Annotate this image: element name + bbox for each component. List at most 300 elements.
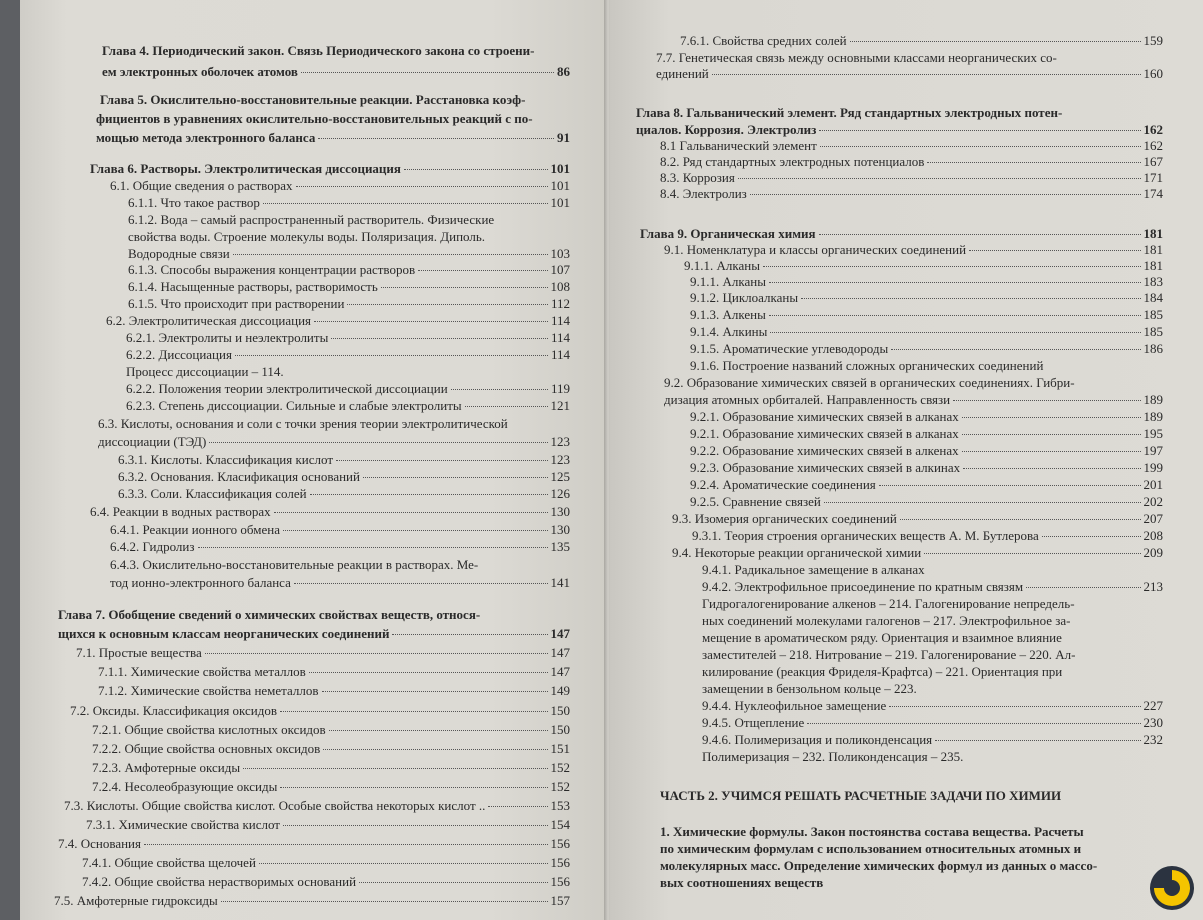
toc-entry — [660, 154, 1163, 169]
toc-entry-title: вых соотношениях веществ — [660, 875, 824, 890]
toc-entry — [690, 409, 1163, 424]
toc-entry — [690, 460, 1163, 475]
toc-entry — [100, 92, 570, 107]
toc-entry-title: 7.1.2. Химические свойства неметаллов — [98, 683, 319, 698]
toc-entry — [660, 170, 1163, 185]
toc-entry — [690, 341, 1163, 356]
toc-page-number: 174 — [1143, 186, 1163, 201]
toc-entry-title: 9.1.1. Алканы — [684, 258, 760, 273]
toc-page-number: 157 — [550, 893, 570, 908]
toc-entry — [126, 398, 570, 413]
toc-leader-dots — [924, 553, 1140, 554]
toc-leader-dots — [819, 130, 1140, 131]
toc-page-number: 171 — [1143, 170, 1163, 185]
toc-entry-title: 7.3. Кислоты. Общие свойства кислот. Особые свойства некоторых кислот .. — [64, 798, 486, 813]
toc-entry-title: Полимеризация – 232. Поликонденсация – 235. — [702, 749, 964, 764]
toc-entry — [128, 212, 570, 227]
toc-leader-dots — [310, 494, 548, 495]
toc-page-number: 183 — [1143, 274, 1163, 289]
toc-entry-title: 1. Химические формулы. Закон постоянства состава вещества. Расчеты — [660, 824, 1084, 839]
toc-entry — [98, 683, 570, 698]
toc-page-number: 162 — [1143, 138, 1163, 153]
toc-entry-title: 8.1 Гальванический элемент — [660, 138, 817, 153]
toc-entry — [702, 579, 1163, 594]
toc-leader-dots — [296, 186, 548, 187]
toc-entry — [86, 817, 570, 832]
toc-entry-title: 9.4.1. Радикальное замещение в алканах — [702, 562, 925, 577]
toc-leader-dots — [283, 530, 547, 531]
toc-entry-title: тод ионно-электронного баланса — [110, 575, 291, 590]
toc-entry-title: мощью метода электронного баланса — [96, 130, 316, 145]
toc-page-number: 156 — [550, 874, 570, 889]
toc-leader-dots — [962, 451, 1141, 452]
toc-entry — [660, 875, 1163, 890]
toc-page-number: 86 — [557, 64, 570, 79]
toc-leader-dots — [824, 502, 1141, 503]
toc-leader-dots — [488, 806, 547, 807]
toc-entry — [98, 664, 570, 679]
toc-entry — [128, 229, 570, 244]
toc-page-number: 101 — [550, 178, 570, 193]
toc-entry-title: 8.4. Электролиз — [660, 186, 747, 201]
toc-entry — [58, 836, 570, 851]
toc-entry-title: 9.1.6. Построение названий сложных органических соединений — [690, 358, 1044, 373]
toc-page-number: 114 — [550, 330, 570, 345]
toc-page-number: 184 — [1143, 290, 1163, 305]
toc-leader-dots — [221, 901, 548, 902]
toc-entry — [92, 779, 570, 794]
toc-entry — [672, 511, 1163, 526]
toc-entry — [702, 732, 1163, 747]
toc-entry-title: 9.2. Образование химических связей в органических соединениях. Гибри- — [664, 375, 1075, 390]
toc-entry-title: 7.1. Простые вещества — [76, 645, 202, 660]
toc-page-number: 114 — [550, 313, 570, 328]
toc-entry — [636, 122, 1163, 137]
toc-page-number: 209 — [1143, 545, 1163, 560]
toc-leader-dots — [801, 298, 1140, 299]
toc-leader-dots — [280, 787, 547, 788]
toc-page-number: 103 — [550, 246, 570, 261]
toc-leader-dots — [900, 519, 1141, 520]
toc-entry — [92, 722, 570, 737]
toc-entry — [96, 130, 570, 145]
toc-entry-title: 6.3. Кислоты, основания и соли с точки зрения теории электролитической — [98, 416, 508, 431]
toc-leader-dots — [770, 332, 1140, 333]
toc-entry — [690, 274, 1163, 289]
watermark-logo-icon — [1148, 864, 1196, 912]
toc-entry-title: 9.1.5. Ароматические углеводороды — [690, 341, 889, 356]
toc-entry-title: 7.2.3. Амфотерные оксиды — [92, 760, 241, 775]
toc-entry-title: 6.4.3. Окислительно-восстановительные реакции в растворах. Ме- — [110, 557, 479, 572]
toc-leader-dots — [235, 355, 548, 356]
toc-entry-title: 9.3. Изомерия органических соединений — [672, 511, 897, 526]
toc-entry — [702, 562, 1163, 577]
toc-entry-title: 6.2.2. Диссоциация — [126, 347, 232, 362]
toc-entry-title: ЧАСТЬ 2. УЧИМСЯ РЕШАТЬ РАСЧЕТНЫЕ ЗАДАЧИ ПО ХИМИИ — [660, 788, 1062, 803]
toc-entry-title: мещение в ароматическом ряду. Ориентация и взаимное влияние — [702, 630, 1062, 645]
toc-leader-dots — [969, 250, 1140, 251]
toc-entry — [702, 664, 1163, 679]
toc-entry-title: Глава 7. Обобщение сведений о химических свойствах веществ, относя- — [58, 607, 481, 622]
toc-entry — [126, 330, 570, 345]
toc-page-number: 153 — [550, 798, 570, 813]
toc-entry — [92, 741, 570, 756]
toc-leader-dots — [1026, 587, 1140, 588]
toc-page-number: 160 — [1143, 66, 1163, 81]
toc-leader-dots — [962, 417, 1141, 418]
toc-leader-dots — [209, 442, 547, 443]
toc-entry — [118, 486, 570, 501]
toc-entry — [110, 557, 570, 572]
toc-page-number: 186 — [1143, 341, 1163, 356]
toc-entry — [82, 855, 570, 870]
toc-page-number: 107 — [550, 262, 570, 277]
toc-entry-title: ных соединений молекулами галогенов – 217. Электрофильное за- — [702, 613, 1071, 628]
toc-entry — [54, 893, 570, 908]
toc-entry — [110, 575, 570, 590]
toc-entry-title: заместителей – 218. Нитрование – 219. Галогенирование – 220. Ал- — [702, 647, 1076, 662]
toc-page-number: 156 — [550, 855, 570, 870]
toc-page-number: 121 — [550, 398, 570, 413]
toc-entry-title: 6.1.1. Что такое раствор — [128, 195, 260, 210]
toc-entry — [106, 313, 570, 328]
toc-entry — [118, 452, 570, 467]
toc-entry — [702, 715, 1163, 730]
toc-entry-title: 6.2. Электролитическая диссоциация — [106, 313, 312, 328]
toc-entry — [58, 626, 570, 641]
toc-entry-title: 6.4.1. Реакции ионного обмена — [110, 522, 281, 537]
left-page — [20, 0, 606, 920]
toc-entry-title: Водородные связи — [128, 246, 230, 261]
toc-page-number: 189 — [1143, 392, 1163, 407]
toc-entry — [82, 874, 570, 889]
toc-page-number: 150 — [550, 703, 570, 718]
toc-entry — [110, 522, 570, 537]
toc-entry-title: Глава 6. Растворы. Электролитическая диссоциация — [90, 161, 401, 176]
toc-leader-dots — [336, 460, 547, 461]
toc-entry-title: 7.6.1. Свойства средних солей — [680, 33, 847, 48]
toc-leader-dots — [889, 706, 1140, 707]
right-page — [610, 0, 1203, 920]
toc-entry — [126, 364, 570, 379]
toc-page-number: 167 — [1143, 154, 1163, 169]
toc-page-number: 207 — [1143, 511, 1163, 526]
toc-leader-dots — [418, 270, 547, 271]
toc-entry-title: Глава 8. Гальванический элемент. Ряд стандартных электродных потен- — [636, 105, 1063, 120]
toc-entry-title: 6.1.2. Вода – самый распространенный растворитель. Физические — [128, 212, 495, 227]
toc-entry — [640, 226, 1163, 241]
toc-entry — [690, 477, 1163, 492]
toc-entry — [90, 161, 570, 176]
toc-leader-dots — [381, 287, 548, 288]
toc-entry — [660, 858, 1163, 873]
toc-page-number: 112 — [550, 296, 570, 311]
toc-leader-dots — [820, 146, 1141, 147]
toc-entry — [702, 681, 1163, 696]
toc-page-number: 185 — [1143, 324, 1163, 339]
toc-entry-title: 6.1. Общие сведения о растворах — [110, 178, 293, 193]
toc-entry — [664, 392, 1163, 407]
toc-entry — [660, 788, 1163, 803]
toc-entry-title: ем электронных оболочек атомов — [102, 64, 298, 79]
toc-entry-title: замещении в бензольном кольце – 223. — [702, 681, 917, 696]
toc-entry — [690, 290, 1163, 305]
toc-page-number: 152 — [550, 779, 570, 794]
toc-entry-title: дизация атомных орбиталей. Направленность связи — [664, 392, 951, 407]
toc-leader-dots — [738, 178, 1141, 179]
toc-leader-dots — [879, 485, 1141, 486]
toc-leader-dots — [819, 234, 1141, 235]
toc-leader-dots — [323, 749, 547, 750]
toc-entry — [664, 375, 1163, 390]
toc-entry — [128, 262, 570, 277]
toc-leader-dots — [451, 389, 548, 390]
toc-entry — [672, 545, 1163, 560]
toc-leader-dots — [750, 194, 1141, 195]
toc-leader-dots — [962, 434, 1141, 435]
toc-leader-dots — [347, 304, 548, 305]
toc-entry — [92, 760, 570, 775]
toc-entry — [702, 596, 1163, 611]
toc-leader-dots — [309, 672, 548, 673]
toc-entry — [636, 105, 1163, 120]
toc-entry-title: килирование (реакция Фриделя-Крафтса) – 221. Ориентация при — [702, 664, 1063, 679]
toc-page-number: 123 — [550, 452, 570, 467]
toc-page-number: 162 — [1143, 122, 1163, 137]
toc-page-number: 149 — [550, 683, 570, 698]
toc-leader-dots — [329, 730, 548, 731]
toc-leader-dots — [769, 282, 1141, 283]
toc-entry-title: 9.1.4. Алкины — [690, 324, 768, 339]
toc-leader-dots — [763, 266, 1141, 267]
toc-entry-title: 7.5. Амфотерные гидроксиды — [54, 893, 218, 908]
toc-entry — [690, 494, 1163, 509]
toc-page-number: 150 — [550, 722, 570, 737]
toc-entry — [690, 307, 1163, 322]
toc-entry-title: 7.2.4. Несолеобразующие оксиды — [92, 779, 278, 794]
toc-entry-title: 9.1. Номенклатура и классы органических соединений — [664, 242, 967, 257]
toc-page-number: 91 — [557, 130, 570, 145]
toc-entry — [64, 798, 570, 813]
toc-entry-title: 6.1.5. Что происходит при растворении — [128, 296, 345, 311]
toc-entry-title: 7.2.2. Общие свойства основных оксидов — [92, 741, 321, 756]
toc-entry — [702, 647, 1163, 662]
toc-entry — [656, 50, 1163, 65]
toc-page-number: 126 — [550, 486, 570, 501]
toc-leader-dots — [807, 723, 1140, 724]
toc-page-number: 195 — [1143, 426, 1163, 441]
toc-leader-dots — [769, 315, 1141, 316]
toc-page-number: 199 — [1143, 460, 1163, 475]
toc-entry — [660, 186, 1163, 201]
toc-page-number: 156 — [550, 836, 570, 851]
toc-page-number: 147 — [550, 626, 570, 641]
toc-entry — [660, 824, 1163, 839]
toc-entry-title: 6.1.3. Способы выражения концентрации растворов — [128, 262, 416, 277]
toc-page-number: 119 — [550, 381, 570, 396]
toc-entry-title: Глава 9. Органическая химия — [640, 226, 816, 241]
toc-entry-title: Процесс диссоциации – 114. — [126, 364, 284, 379]
toc-entry-title: 9.2.1. Образование химических связей в алканах — [690, 409, 959, 424]
toc-entry — [690, 426, 1163, 441]
toc-entry — [692, 528, 1163, 543]
toc-entry — [102, 43, 570, 58]
toc-entry-title: 9.4. Некоторые реакции органической химии — [672, 545, 922, 560]
toc-entry-title: 7.4.1. Общие свойства щелочей — [82, 855, 256, 870]
toc-entry-title: 9.4.4. Нуклеофильное замещение — [702, 698, 887, 713]
toc-page-number: 181 — [1143, 258, 1163, 273]
toc-entry — [90, 504, 570, 519]
toc-leader-dots — [891, 349, 1140, 350]
toc-entry — [702, 698, 1163, 713]
toc-entry — [96, 111, 570, 126]
toc-entry-title: 7.7. Генетическая связь между основными классами неорганических со- — [656, 50, 1057, 65]
toc-entry-title: 9.2.2. Образование химических связей в алкенах — [690, 443, 959, 458]
toc-entry-title: Глава 5. Окислительно-восстановительные реакции. Расстановка коэф- — [100, 92, 526, 107]
toc-page-number: 189 — [1143, 409, 1163, 424]
toc-entry-title: 9.1.1. Алканы — [690, 274, 766, 289]
toc-entry — [58, 607, 570, 622]
toc-leader-dots — [205, 653, 548, 654]
toc-entry-title: 9.2.5. Сравнение связей — [690, 494, 821, 509]
toc-leader-dots — [301, 72, 554, 73]
toc-leader-dots — [233, 254, 548, 255]
toc-leader-dots — [331, 338, 548, 339]
toc-entry — [110, 539, 570, 554]
toc-entry — [664, 242, 1163, 257]
toc-page-number: 197 — [1143, 443, 1163, 458]
toc-page-number: 114 — [550, 347, 570, 362]
toc-leader-dots — [712, 74, 1141, 75]
toc-page-number: 101 — [550, 161, 570, 176]
toc-entry-title: Гидрогалогенирование алкенов – 214. Галогенирование непредель- — [702, 596, 1075, 611]
toc-entry — [656, 66, 1163, 81]
toc-page-number: 185 — [1143, 307, 1163, 322]
toc-entry-title: 6.4. Реакции в водных растворах — [90, 504, 271, 519]
toc-entry — [690, 443, 1163, 458]
toc-entry — [128, 296, 570, 311]
toc-entry — [660, 138, 1163, 153]
toc-leader-dots — [280, 711, 547, 712]
toc-leader-dots — [274, 512, 548, 513]
toc-entry — [126, 381, 570, 396]
toc-leader-dots — [318, 138, 554, 139]
toc-leader-dots — [963, 468, 1140, 469]
toc-entry — [680, 33, 1163, 48]
toc-leader-dots — [243, 768, 547, 769]
toc-page-number: 130 — [550, 522, 570, 537]
toc-entry-title: циалов. Коррозия. Электролиз — [636, 122, 817, 137]
toc-page-number: 135 — [550, 539, 570, 554]
toc-page-number: 202 — [1143, 494, 1163, 509]
toc-leader-dots — [359, 882, 547, 883]
toc-entry — [702, 630, 1163, 645]
toc-entry-title: 8.3. Коррозия — [660, 170, 735, 185]
toc-entry — [70, 703, 570, 718]
toc-entry-title: 9.4.2. Электрофильное присоединение по кратным связям — [702, 579, 1024, 594]
toc-entry-title: 9.4.6. Полимеризация и поликонденсация — [702, 732, 933, 747]
toc-entry — [702, 749, 1163, 764]
toc-leader-dots — [392, 634, 547, 635]
toc-entry-title: 9.3.1. Теория строения органических веществ А. М. Бутлерова — [692, 528, 1039, 543]
toc-entry — [76, 645, 570, 660]
toc-entry-title: 7.1.1. Химические свойства металлов — [98, 664, 306, 679]
toc-leader-dots — [322, 691, 548, 692]
toc-page-number: 154 — [550, 817, 570, 832]
toc-page-number: 152 — [550, 760, 570, 775]
toc-leader-dots — [283, 825, 548, 826]
toc-leader-dots — [314, 321, 548, 322]
toc-leader-dots — [935, 740, 1140, 741]
toc-page-number: 123 — [550, 434, 570, 449]
toc-leader-dots — [1042, 536, 1141, 537]
toc-entry-title: 8.2. Ряд стандартных электродных потенциалов — [660, 154, 925, 169]
toc-entry — [102, 64, 570, 79]
toc-entry-title: свойства воды. Строение молекулы воды. Поляризация. Диполь. — [128, 229, 486, 244]
toc-page-number: 181 — [1143, 226, 1163, 241]
toc-leader-dots — [850, 41, 1141, 42]
toc-page-number: 108 — [550, 279, 570, 294]
toc-leader-dots — [953, 400, 1140, 401]
toc-page-number: 201 — [1143, 477, 1163, 492]
toc-page-number: 151 — [550, 741, 570, 756]
toc-entry-title: Глава 4. Периодический закон. Связь Периодического закона со строени- — [102, 43, 535, 58]
toc-leader-dots — [465, 406, 548, 407]
toc-page-number: 101 — [550, 195, 570, 210]
toc-page-number: 227 — [1143, 698, 1163, 713]
toc-entry-title: 6.4.2. Гидролиз — [110, 539, 195, 554]
toc-entry-title: 9.1.2. Циклоалканы — [690, 290, 799, 305]
toc-entry-title: 6.2.2. Положения теории электролитической диссоциации — [126, 381, 448, 396]
toc-entry-title: 9.2.3. Образование химических связей в алкинах — [690, 460, 961, 475]
toc-entry-title: 6.1.4. Насыщенные растворы, растворимость — [128, 279, 378, 294]
toc-entry-title: 6.2.3. Степень диссоциации. Сильные и слабые электролиты — [126, 398, 462, 413]
toc-page-number: 213 — [1143, 579, 1163, 594]
toc-entry-title: 7.2.1. Общие свойства кислотных оксидов — [92, 722, 326, 737]
toc-entry — [128, 279, 570, 294]
toc-entry — [110, 178, 570, 193]
toc-leader-dots — [259, 863, 548, 864]
toc-entry-title: единений — [656, 66, 709, 81]
toc-page-number: 125 — [550, 469, 570, 484]
toc-entry-title: 7.3.1. Химические свойства кислот — [86, 817, 280, 832]
toc-page-number: 147 — [550, 664, 570, 679]
toc-entry-title: 9.1.3. Алкены — [690, 307, 766, 322]
toc-leader-dots — [927, 162, 1140, 163]
toc-page-number: 130 — [550, 504, 570, 519]
toc-page-number: 159 — [1143, 33, 1163, 48]
toc-entry-title: 9.4.5. Отщепление — [702, 715, 805, 730]
toc-entry-title: по химическим формулам с использованием относительных атомных и — [660, 841, 1082, 856]
toc-leader-dots — [144, 844, 548, 845]
toc-entry-title: 6.3.2. Основания. Класификация оснований — [118, 469, 360, 484]
toc-entry — [684, 258, 1163, 273]
toc-leader-dots — [363, 477, 548, 478]
toc-page-number: 181 — [1143, 242, 1163, 257]
toc-leader-dots — [294, 583, 548, 584]
toc-entry-title: щихся к основным классам неорганических соединений — [58, 626, 390, 641]
toc-entry — [128, 195, 570, 210]
toc-entry — [660, 841, 1163, 856]
toc-entry — [690, 324, 1163, 339]
toc-entry-title: 7.2. Оксиды. Классификация оксидов — [70, 703, 278, 718]
toc-page-number: 232 — [1143, 732, 1163, 747]
toc-entry-title: 6.2.1. Электролиты и неэлектролиты — [126, 330, 329, 345]
toc-page-number: 147 — [550, 645, 570, 660]
toc-entry — [118, 469, 570, 484]
toc-entry — [690, 358, 1163, 373]
toc-entry-title: 7.4.2. Общие свойства нерастворимых оснований — [82, 874, 357, 889]
